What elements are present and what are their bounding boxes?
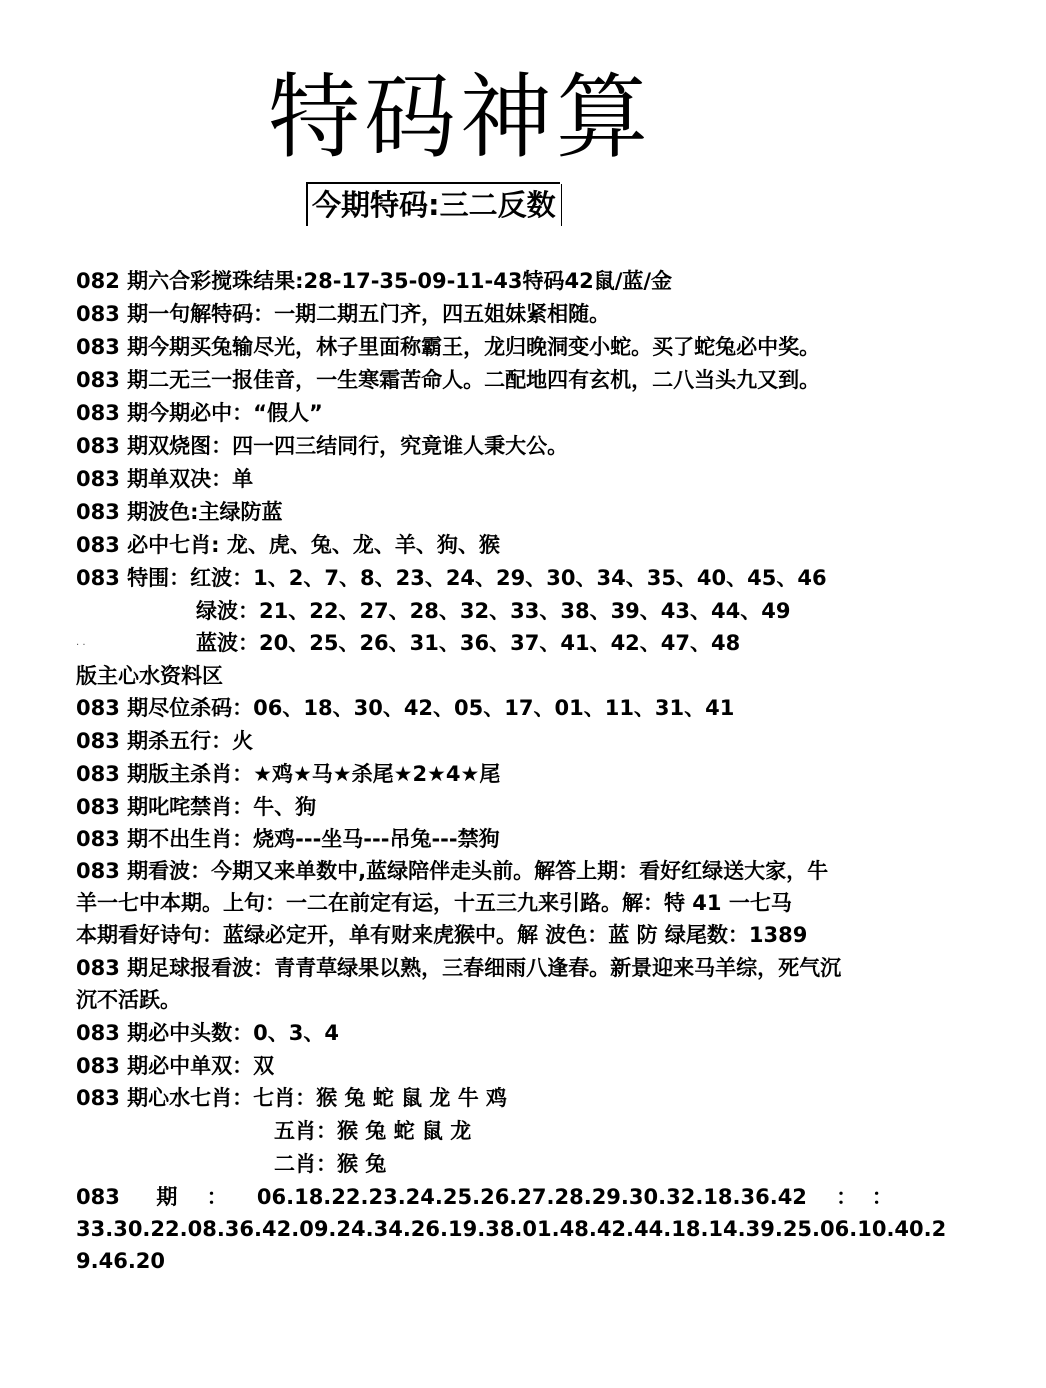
blue-wave-line: 蓝波：20、25、26、31、36、37、41、42、47、48 xyxy=(196,631,741,655)
result-line: 082 期六合彩搅珠结果:28-17-35-09-11-43特码42鼠/蓝/金 xyxy=(76,269,673,293)
numbers-line: 33.30.22.08.36.42.09.24.34.26.19.38.01.48.42.44.18.14.39.25.06.10.40.2 xyxy=(76,1217,947,1241)
numbers-line: 083 期 ： 06.18.22.23.24.25.26.27.28.29.30.32.18.36.42 ： ： xyxy=(76,1185,893,1209)
text-line: 083 期尽位杀码：06、18、30、42、05、17、01、11、31、41 xyxy=(76,696,735,720)
text-line: 083 期足球报看波：青青草绿果以熟，三春细雨八逢春。新景迎来马羊综，死气沉 xyxy=(76,956,842,980)
text-line: 083 期双烧图：四一四三结同行，究竟谁人秉大公。 xyxy=(76,434,569,458)
zodiac-five-line: 五肖：猴 兔 蛇 鼠 龙 xyxy=(274,1119,472,1143)
text-line: 083 期一句解特码：一期二期五门齐，四五姐妹紧相随。 xyxy=(76,302,611,326)
text-line: 083 期二无三一报佳音，一生寒霜苦命人。二配地四有玄机，二八当头九又到。 xyxy=(76,368,821,392)
red-wave-line: 083 特围：红波：1、2、7、8、23、24、29、30、34、35、40、45、46 xyxy=(76,566,827,590)
text-line: 083 期必中单双：双 xyxy=(76,1054,275,1078)
page-title: 特码神算 xyxy=(268,64,653,171)
text-line: 083 期波色:主绿防蓝 xyxy=(76,500,283,524)
zodiac-seven-line: 083 期心水七肖：七肖：猴 兔 蛇 鼠 龙 牛 鸡 xyxy=(76,1086,508,1110)
text-line: 083 期叱咤禁肖：牛、狗 xyxy=(76,795,317,819)
text-line: 083 期不出生肖：烧鸡---坐马---吊兔---禁狗 xyxy=(76,827,500,851)
subtitle-box: 今期特码:三二反数 xyxy=(306,182,560,226)
text-line: 083 期版主杀肖：★鸡★马★杀尾★2★4★尾 xyxy=(76,762,501,786)
text-line: 083 必中七肖: 龙、虎、兔、龙、羊、狗、猴 xyxy=(76,533,500,557)
section-heading: 版主心水资料区 xyxy=(76,664,223,688)
zodiac-two-line: 二肖：猴 兔 xyxy=(274,1152,387,1176)
dots-mark: · · xyxy=(76,640,86,651)
numbers-line: 9.46.20 xyxy=(76,1249,166,1273)
text-line: 083 期今期必中：“假人” xyxy=(76,401,323,425)
text-line: 083 期今期买兔输尽光，林子里面称霸王，龙归晚洞变小蛇。买了蛇兔必中奖。 xyxy=(76,335,821,359)
text-line: 羊一七中本期。上句：一二在前定有运，十五三九来引路。解：特 41 一七马 xyxy=(76,891,792,915)
text-line: 083 期单双决：单 xyxy=(76,467,254,491)
text-line: 本期看好诗句：蓝绿必定开，单有财来虎猴中。解 波色：蓝 防 绿尾数：1389 xyxy=(76,923,808,947)
text-line: 083 期杀五行：火 xyxy=(76,729,254,753)
green-wave-line: 绿波：21、22、27、28、32、33、38、39、43、44、49 xyxy=(196,599,791,623)
text-line: 083 期看波：今期又来单数中,蓝绿陪伴走头前。解答上期：看好红绿送大家，牛 xyxy=(76,859,829,883)
text-line: 083 期必中头数：0、3、4 xyxy=(76,1021,339,1045)
text-line: 沉不活跃。 xyxy=(76,988,181,1012)
